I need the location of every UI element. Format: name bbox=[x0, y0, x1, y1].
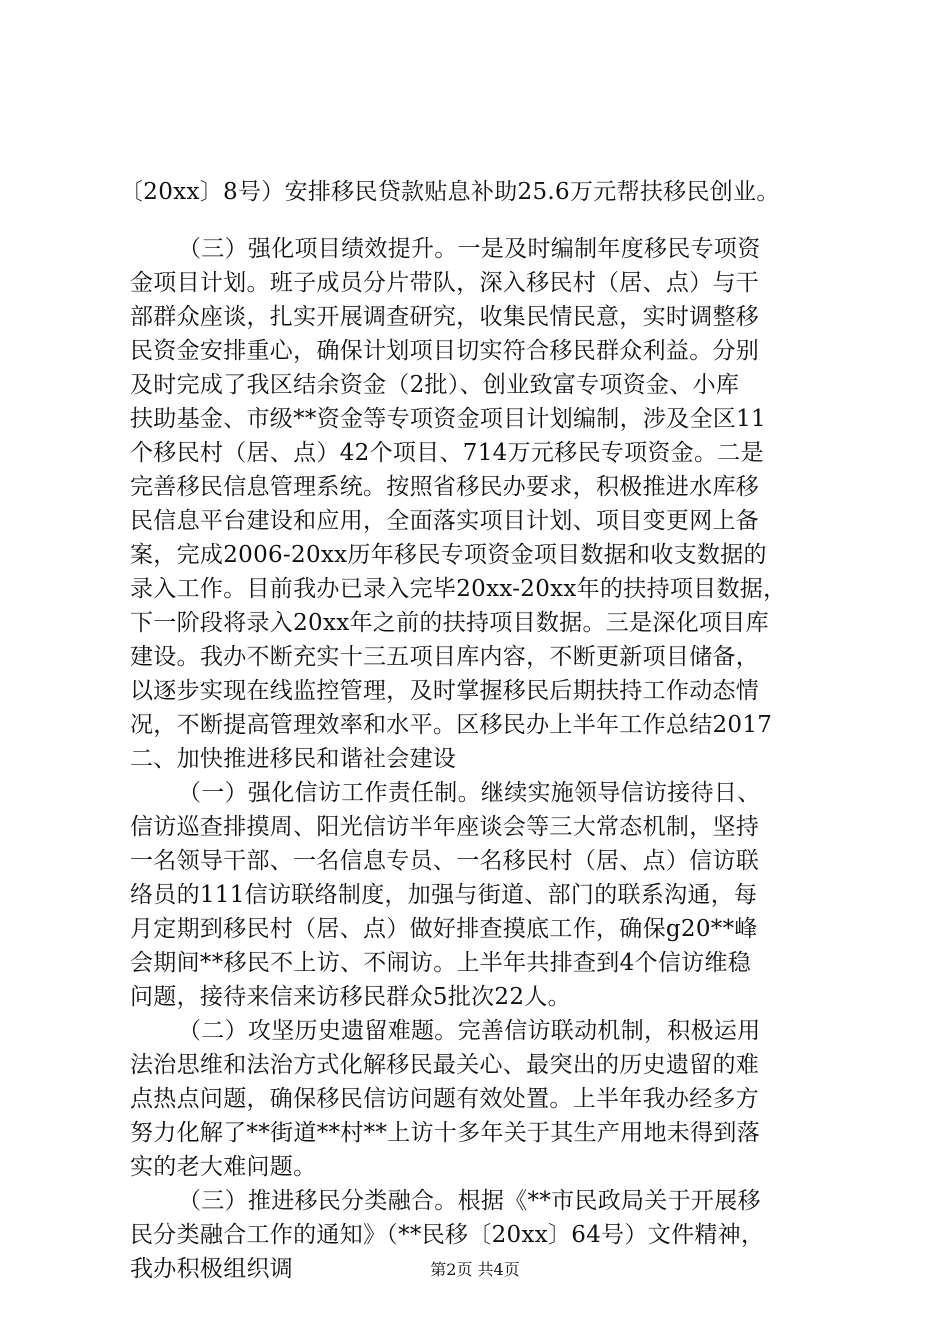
text-line: 〔20xx〕8号）安排移民贷款贴息补助25.6万元帮扶移民创业。 bbox=[120, 179, 780, 205]
text-line: 法治思维和法治方式化解移民最关心、最突出的历史遗留的难 bbox=[130, 1052, 760, 1078]
paragraph-start-line: （三）推进移民分类融合。根据《**市民政局关于开展移 bbox=[178, 1188, 761, 1214]
text-line: 民信息平台建设和应用，全面落实项目计划、项目变更网上备 bbox=[130, 508, 760, 534]
paragraph-start-line: （一）强化信访工作责任制。继续实施领导信访接待日、 bbox=[178, 780, 761, 806]
text-line: 问题，接待来信来访移民群众5批次22人。 bbox=[130, 984, 571, 1010]
section-heading: 二、加快推进移民和谐社会建设 bbox=[130, 746, 457, 772]
text-line: 个移民村（居、点）42个项目、714万元移民专项资金。二是 bbox=[130, 440, 764, 466]
paragraph-start-line: （二）攻坚历史遗留难题。完善信访联动机制，积极运用 bbox=[178, 1018, 761, 1044]
text-line: 信访巡查排摸周、阳光信访半年座谈会等三大常态机制，坚持 bbox=[130, 814, 760, 840]
paragraph-start-line: （三）强化项目绩效提升。一是及时编制年度移民专项资 bbox=[178, 236, 761, 262]
text-line: 以逐步实现在线监控管理，及时掌握移民后期扶持工作动态情 bbox=[130, 678, 760, 704]
text-line: 月定期到移民村（居、点）做好排查摸底工作，确保g20**峰 bbox=[130, 916, 758, 942]
text-line: 况，不断提高管理效率和水平。区移民办上半年工作总结2017 bbox=[130, 712, 773, 738]
page-number-footer: 第2页 共4页 bbox=[430, 1260, 520, 1279]
text-line: 我办积极组织调 bbox=[130, 1256, 294, 1282]
text-line: 完善移民信息管理系统。按照省移民办要求，积极推进水库移 bbox=[130, 474, 760, 500]
text-line: 民资金安排重心，确保计划项目切实符合移民群众利益。分别 bbox=[130, 338, 760, 364]
text-line: 会期间**移民不上访、不闹访。上半年共排查到4个信访维稳 bbox=[130, 950, 752, 976]
text-line: 实的老大难问题。 bbox=[130, 1154, 317, 1180]
text-line: 努力化解了**街道**村**上访十多年关于其生产用地未得到落 bbox=[130, 1120, 760, 1146]
text-line: 民分类融合工作的通知》（**民移〔20xx〕64号）文件精神， bbox=[130, 1222, 765, 1248]
text-line: 部群众座谈，扎实开展调查研究，收集民情民意，实时调整移 bbox=[130, 304, 760, 330]
text-line: 建设。我办不断充实十三五项目库内容，不断更新项目储备， bbox=[130, 644, 760, 670]
text-line: 下一阶段将录入20xx年之前的扶持项目数据。三是深化项目库 bbox=[130, 610, 769, 636]
text-line: 一名领导干部、一名信息专员、一名移民村（居、点）信访联 bbox=[130, 848, 760, 874]
text-line: 及时完成了我区结余资金（2批）、创业致富专项资金、小库 bbox=[130, 372, 740, 398]
text-line: 案，完成2006-20xx历年移民专项资金项目数据和收支数据的 bbox=[130, 542, 767, 568]
text-line: 金项目计划。班子成员分片带队，深入移民村（居、点）与干 bbox=[130, 270, 760, 296]
text-line: 点热点问题，确保移民信访问题有效处置。上半年我办经多方 bbox=[130, 1086, 760, 1112]
text-line: 扶助基金、市级**资金等专项资金项目计划编制，涉及全区11 bbox=[130, 406, 766, 432]
text-line: 络员的111信访联络制度，加强与街道、部门的联系沟通，每 bbox=[130, 882, 758, 908]
text-line: 录入工作。目前我办已录入完毕20xx-20xx年的扶持项目数据， bbox=[130, 576, 787, 602]
